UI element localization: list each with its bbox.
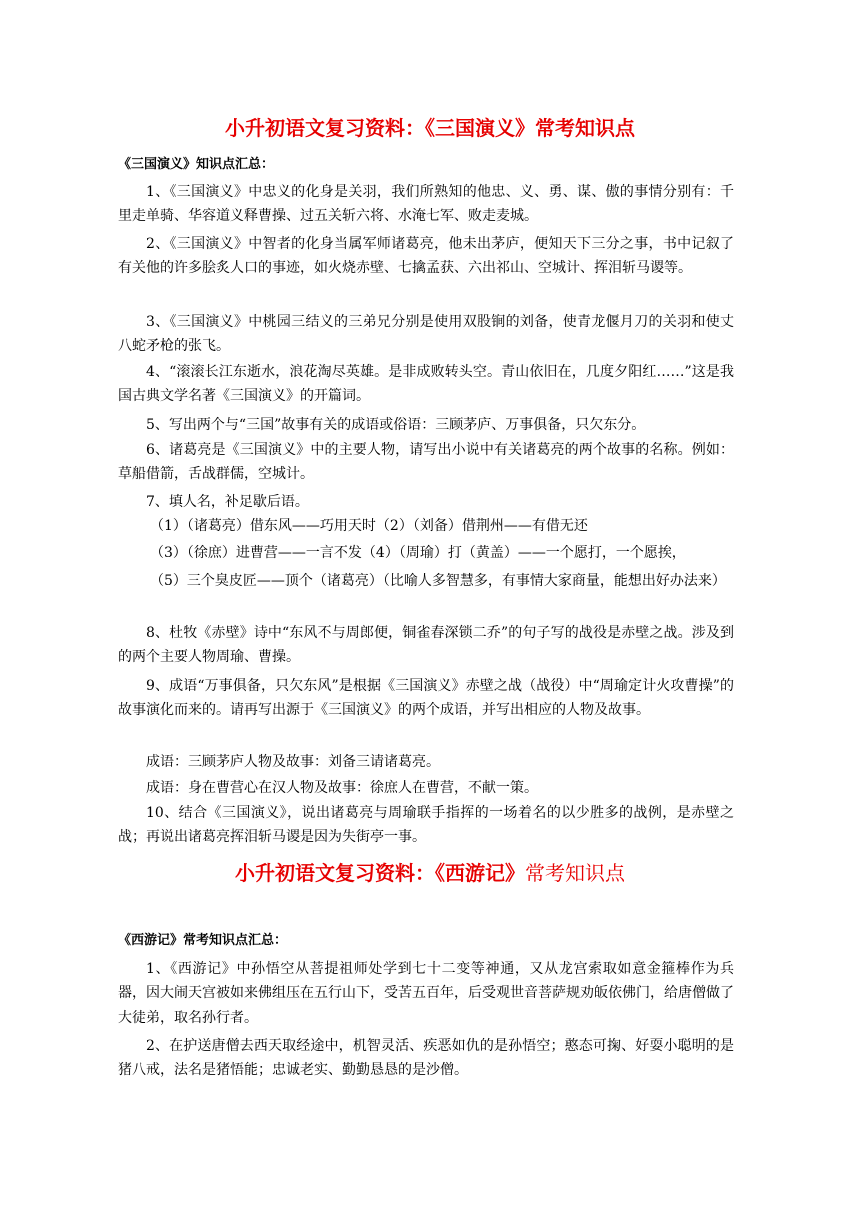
s1-idiom-1: 成语：三顾茅庐人物及故事：刘备三请诸葛亮。 [146, 754, 440, 770]
s1-item-4: 4、“滚滚长江东逝水，浪花淘尽英雄。是非成败转头空。青山依旧在，几度夕阳红……”这是我国古典文学名著《三国演义》的开篇词。 [118, 364, 734, 405]
s1-idiom-2: 成语：身在曹营心在汉人物及故事：徐庶人在曹营，不献一策。 [146, 780, 538, 796]
s2-item-2: 2、在护送唐僧去西天取经途中，机智灵活、疾恶如仇的是孙悟空；憨态可掬、好耍小聪明的是猪八戒，法名是猪悟能；忠诚老实、勤勤恳恳的是沙僧。 [118, 1038, 734, 1079]
s1-item-2: 2、《三国演义》中智者的化身当属军师诸葛亮，他未出茅庐，便知天下三分之事，书中记叙了有关他的许多脍炙人口的事迹，如火烧赤壁、七擒孟获、六出祁山、空城计、挥泪斩马谡等。 [118, 236, 734, 277]
proverb-line-3: （5）三个臭皮匠——顶个（诸葛亮）（比喻人多智慧多，有事情大家商量，能想出好办法来） [150, 573, 726, 589]
proverb-line-2: （3）（徐庶）进曹营——一言不发（4）（周瑜）打（黄盖）——一个愿打，一个愿挨， [150, 545, 686, 561]
s1-item-10: 10、结合《三国演义》，说出诸葛亮与周瑜联手指挥的一场着名的以少胜多的战例，是赤壁之战；再说出诸葛亮挥泪斩马谡是因为失街亭一事。 [118, 805, 734, 846]
s1-item-9: 9、成语“万事俱备，只欠东风”是根据《三国演义》赤壁之战（战役）中“周瑜定计火攻曹操”的故事演化而来的。请再写出源于《三国演义》的两个成语，并写出相应的人物及故事。 [118, 678, 734, 719]
section2-title-suffix: 常考知识点 [525, 861, 625, 885]
s1-item-1: 1、《三国演义》中忠义的化身是关羽，我们所熟知的他忠、义、勇、谋、傲的事情分别有：千里走单骑、华容道义释曹操、过五关斩六将、水淹七军、败走麦城。 [118, 184, 734, 225]
proverb-line-1: （1）（诸葛亮）借东风——巧用天时（2）（刘备）借荆州——有借无还 [150, 518, 588, 534]
section2-title [0, 861, 860, 885]
s1-item-3: 3、《三国演义》中桃园三结义的三弟兄分别是使用双股锏的刘备，使青龙偃月刀的关羽和使丈八蛇矛枪的张飞。 [118, 314, 734, 355]
s1-item-8: 8、杜牧《赤壁》诗中“东风不与周郎便，铜雀春深锁二乔”的句子写的战役是赤壁之战。涉及到的两个主要人物周瑜、曹操。 [118, 625, 734, 666]
section2-heading: 《西游记》常考知识点汇总： [118, 933, 288, 948]
s1-item-6: 6、诸葛亮是《三国演义》中的主要人物，请写出小说中有关诸葛亮的两个故事的名称。例如：草船借箭，舌战群儒，空城计。 [118, 442, 734, 483]
section1-title: 小升初语文复习资料：《三国演义》常考知识点 [225, 116, 635, 140]
section1-heading: 《三国演义》知识点汇总： [118, 157, 275, 172]
section2-title-main: 小升初语文复习资料：《西游记》 [235, 861, 525, 885]
s2-item-1: 1、《西游记》中孙悟空从菩提祖师处学到七十二变等神通，又从龙宫索取如意金箍棒作为兵器，因大闹天宫被如来佛组压在五行山下，受苦五百年，后受观世音菩萨规劝皈依佛门，给唐僧做了大徒弟，取名孙行者。 [118, 961, 734, 1026]
s1-item-5: 5、写出两个与“三国”故事有关的成语或俗语：三顾茅庐、万事俱备，只欠东分。 [146, 417, 646, 433]
s1-item-7: 7、填人名，补足歇后语。 [146, 494, 309, 510]
